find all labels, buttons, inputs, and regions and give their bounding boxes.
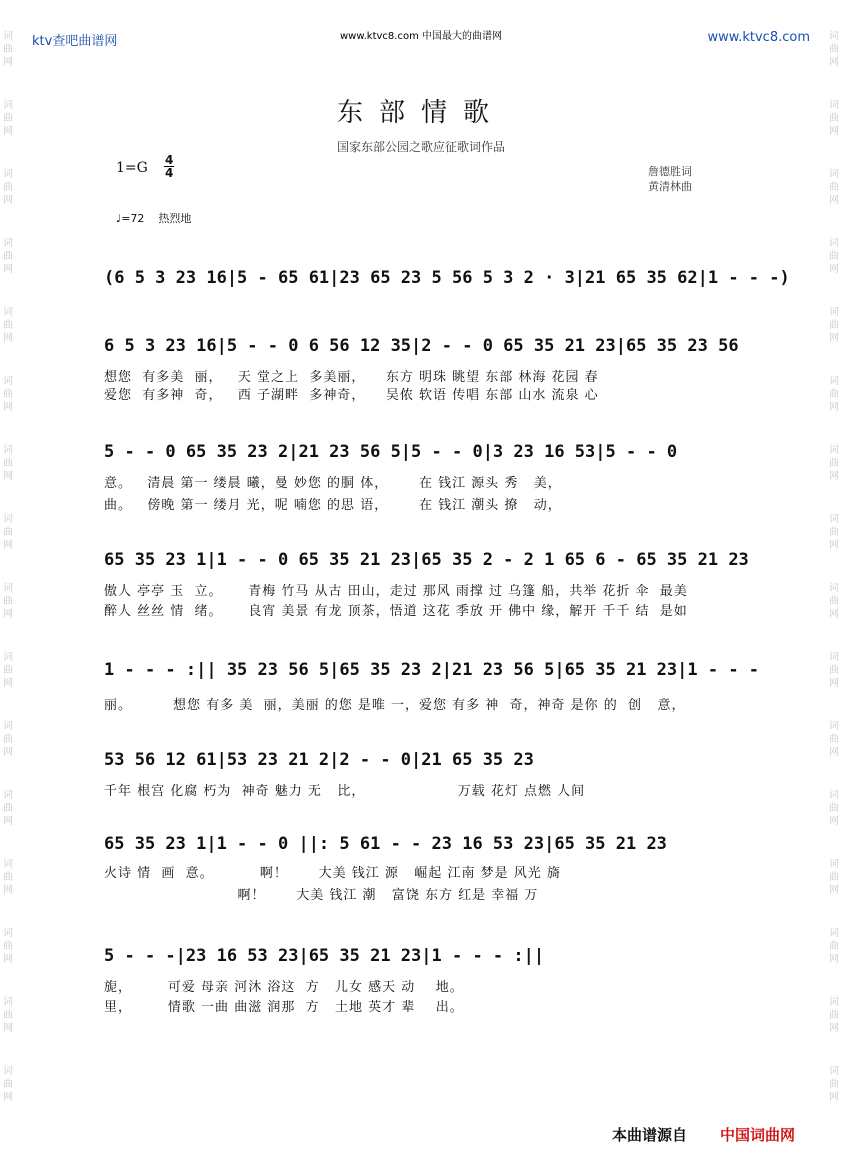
credits	[648, 164, 692, 194]
watermark-text: 词曲网	[829, 31, 839, 68]
lyric-line: 傲人 亭亭 玉 立。 青梅 竹马 从古 田山，走过 那风 雨撑 过 乌篷 船，共举 花折 伞 最美	[104, 584, 688, 599]
watermark-text: 词曲网	[829, 721, 839, 758]
watermark-text: 词曲网	[3, 652, 13, 689]
watermark-text: 词曲网	[3, 859, 13, 896]
composer-credit: 黄清林曲	[648, 180, 692, 193]
watermark-text: 词曲网	[829, 997, 839, 1034]
tempo-value: ♩=72	[116, 212, 145, 225]
header-right-link[interactable]: www.ktvc8.com	[707, 30, 810, 45]
watermark-text: 词曲网	[829, 928, 839, 965]
lyricist-credit: 詹德胜词	[648, 165, 692, 178]
watermark-left	[0, 0, 16, 1171]
watermark-text: 词曲网	[829, 445, 839, 482]
notation-row: (6 5 3 23 16|5 - 65 61|23 65 23 5 56 5 3 2 · 3|21 65 35 62|1 - - -)	[104, 268, 790, 288]
watermark-text: 词曲网	[3, 445, 13, 482]
watermark-text: 词曲网	[3, 169, 13, 206]
lyric-line: 千年 根宫 化腐 朽为 神奇 魅力 无 比， 万载 花灯 点燃 人间	[104, 784, 586, 799]
lyric-line: 啊！ 大美 钱江 潮 富饶 东方 红是 幸福 万	[104, 888, 539, 903]
lyric-line: 爱您 有多神 奇， 西 子湖畔 多神奇， 吴侬 软语 传唱 东部 山水 流泉 心	[104, 388, 599, 403]
watermark-text: 词曲网	[3, 238, 13, 275]
watermark-text: 词曲网	[829, 1066, 839, 1103]
mood-marking: 热烈地	[158, 212, 192, 225]
watermark-text: 词曲网	[3, 100, 13, 137]
watermark-text: 词曲网	[3, 583, 13, 620]
lyric-line: 火诗 情 画 意。 啊！ 大美 钱江 源 崛起 江南 梦是 风光 旖	[104, 866, 561, 881]
watermark-text: 词曲网	[3, 514, 13, 551]
footer-site-link[interactable]: 中国词曲网	[720, 1126, 796, 1144]
notation-row: 53 56 12 61|53 23 21 2|2 - - 0|21 65 35 23	[104, 750, 534, 770]
watermark-text: 词曲网	[829, 238, 839, 275]
notation-row: 6 5 3 23 16|5 - - 0 6 56 12 35|2 - - 0 65 35 21 23|65 35 23 56	[104, 336, 739, 356]
footer-source-label: 本曲谱源自	[612, 1126, 688, 1144]
watermark-text: 词曲网	[3, 307, 13, 344]
lyric-line: 旎， 可爱 母亲 河沐 浴这 方 儿女 感天 动 地。	[104, 980, 464, 995]
lyric-line: 丽。 想您 有多 美 丽，美丽 的您 是唯 一，爱您 有多 神 奇，神奇 是你 的 创 意，	[104, 698, 686, 713]
time-denominator: 4	[165, 166, 174, 180]
watermark-text: 词曲网	[829, 514, 839, 551]
key-signature: 1=G	[116, 160, 148, 176]
notation-row: 1 - - - :|| 35 23 56 5|65 35 23 2|21 23 56 5|65 35 21 23|1 - - -	[104, 660, 760, 680]
notation-row: 65 35 23 1|1 - - 0 65 35 21 23|65 35 2 - 2 1 65 6 - 65 35 21 23	[104, 550, 749, 570]
time-numerator: 4	[165, 153, 174, 167]
watermark-text: 词曲网	[829, 790, 839, 827]
lyric-line: 意。 清晨 第一 缕晨 曦，曼 妙您 的胴 体， 在 钱江 源头 秀 美，	[104, 476, 562, 491]
watermark-text: 词曲网	[829, 307, 839, 344]
watermark-text: 词曲网	[3, 721, 13, 758]
watermark-text: 词曲网	[829, 376, 839, 413]
watermark-text: 词曲网	[3, 1066, 13, 1103]
watermark-text: 词曲网	[3, 997, 13, 1034]
song-subtitle: 国家东部公园之歌应征歌词作品	[336, 140, 505, 154]
lyric-line: 里， 情歌 一曲 曲滋 润那 方 土地 英才 辈 出。	[104, 1000, 464, 1015]
song-title: 东部情歌	[336, 98, 505, 128]
watermark-text: 词曲网	[829, 652, 839, 689]
header-left-link[interactable]: ktv查吧曲谱网	[32, 34, 118, 49]
watermark-text: 词曲网	[829, 583, 839, 620]
notation-row: 5 - - -|23 16 53 23|65 35 21 23|1 - - - :||	[104, 946, 545, 966]
header-center-text: www.ktvc8.com 中国最大的曲谱网	[339, 31, 502, 42]
tempo-marking	[116, 210, 191, 226]
watermark-text: 词曲网	[3, 790, 13, 827]
watermark-text: 词曲网	[829, 859, 839, 896]
watermark-text: 词曲网	[829, 169, 839, 206]
lyric-line: 醉人 丝丝 情 绪。 良宵 美景 有龙 顶茶，悟道 这花 季放 开 佛中 缘，解开 千千 结 是如	[104, 604, 688, 619]
lyric-line: 曲。 傍晚 第一 缕月 光，呢 喃您 的思 语， 在 钱江 潮头 撩 动，	[104, 498, 562, 513]
watermark-text: 词曲网	[3, 31, 13, 68]
time-signature	[164, 154, 174, 179]
watermark-text: 词曲网	[3, 928, 13, 965]
watermark-right	[826, 0, 842, 1171]
watermark-text: 词曲网	[829, 100, 839, 137]
notation-row: 65 35 23 1|1 - - 0 ||: 5 61 - - 23 16 53 23|65 35 21 23	[104, 834, 667, 854]
watermark-text: 词曲网	[3, 376, 13, 413]
notation-row: 5 - - 0 65 35 23 2|21 23 56 5|5 - - 0|3 23 16 53|5 - - 0	[104, 442, 678, 462]
lyric-line: 想您 有多美 丽， 天 堂之上 多美丽， 东方 明珠 眺望 东部 林海 花园 春	[104, 370, 599, 385]
